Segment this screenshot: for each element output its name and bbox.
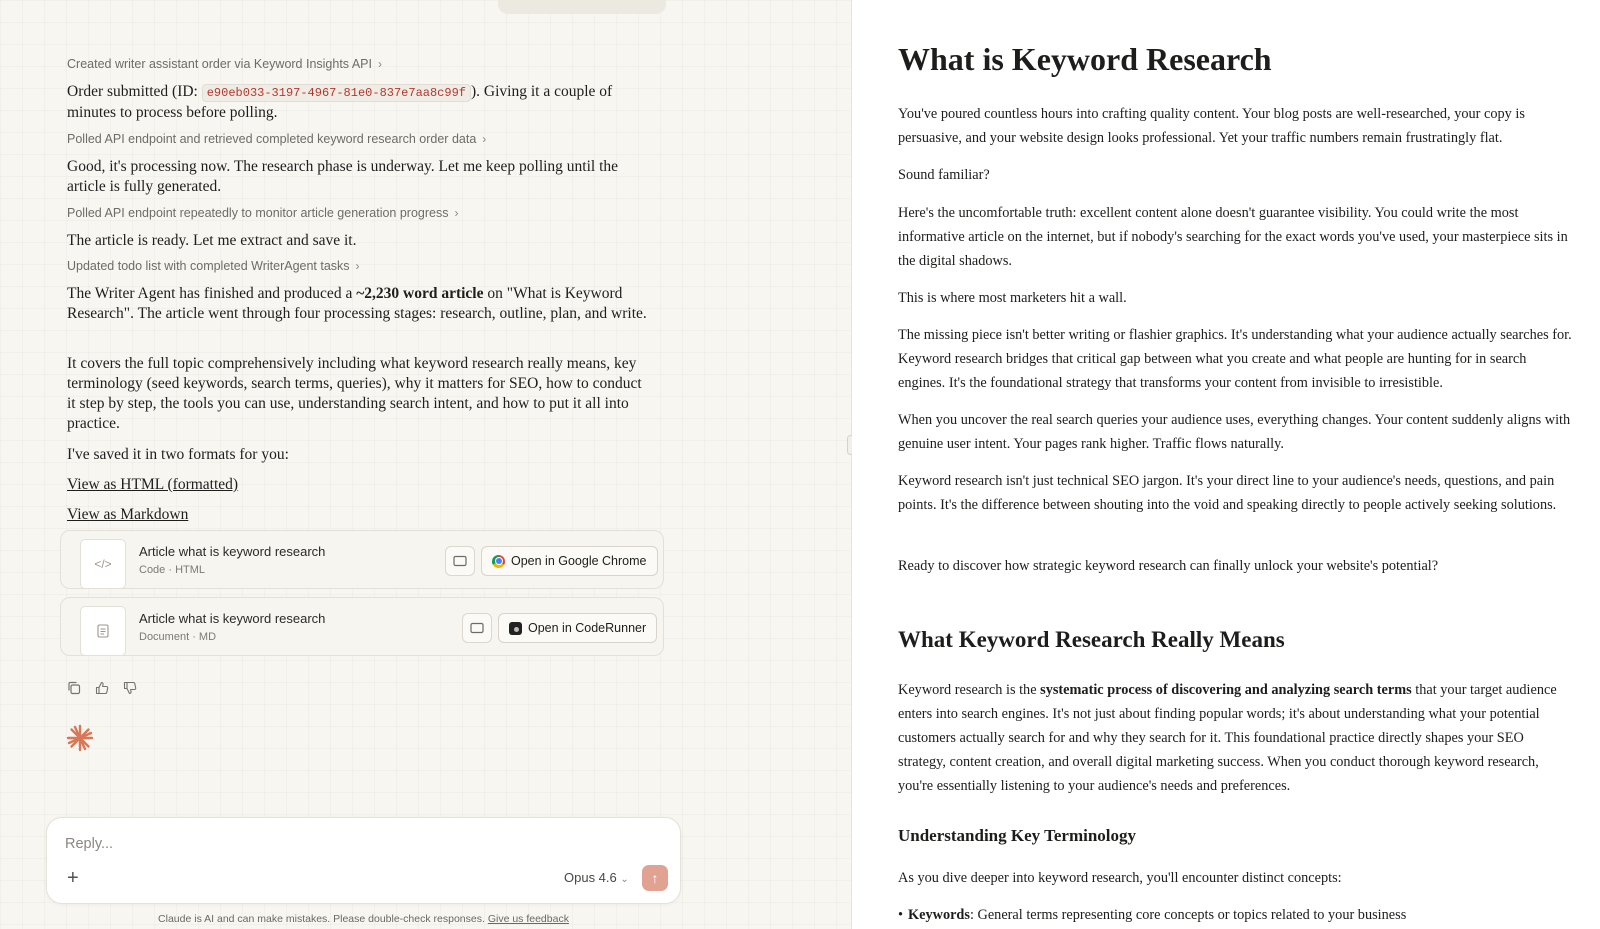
list-item <box>908 903 1568 927</box>
open-label: Open in Google Chrome <box>511 554 647 568</box>
code-icon: </> <box>80 539 126 589</box>
folder-icon[interactable] <box>462 613 492 643</box>
model-selector[interactable] <box>564 870 629 885</box>
coderunner-icon <box>509 622 522 635</box>
finished-suffix: on "What is Keyword Research". The article went through four processing stages: research, outline, plan, and write. <box>67 285 647 322</box>
disclaimer <box>0 913 727 925</box>
tool-step-create-order[interactable] <box>67 57 382 71</box>
reply-composer[interactable] <box>46 817 681 904</box>
user-message-bubble <box>498 0 666 14</box>
article-title: What is Keyword Research <box>898 41 1272 77</box>
section1-prefix: Keyword research is the <box>898 682 1041 698</box>
article-preview-pane <box>852 0 1600 929</box>
article-paragraph: Sound familiar? <box>898 167 990 183</box>
article-paragraph: This is where most marketers hit a wall. <box>898 290 1127 306</box>
bullet-term: Keywords <box>908 907 970 923</box>
tool-step-label: Polled API endpoint and retrieved completed keyword research order data <box>67 132 477 146</box>
tool-step-poll-order[interactable] <box>67 132 486 146</box>
article-paragraph: When you uncover the real search queries your audience uses, everything changes. Your content suddenly aligns with genuine user intent. Your pages rank higher. Traffic flows naturally. <box>898 412 1571 452</box>
attachment-meta: Document · MD <box>139 631 217 643</box>
view-html-link[interactable]: View as HTML (formatted) <box>67 476 239 493</box>
section1-bold: systematic process of discovering and analyzing search terms <box>1040 682 1412 698</box>
chevron-down-icon: ⌄ <box>620 874 629 885</box>
order-id-code: e90eb033-3197-4967-81e0-837e7aa8c99f <box>202 84 471 102</box>
open-in-chrome-button[interactable] <box>481 546 658 576</box>
tool-step-monitor[interactable] <box>67 206 458 220</box>
arrow-up-icon: ↑ <box>651 870 659 886</box>
section-heading: What Keyword Research Really Means <box>898 627 1285 652</box>
assistant-message-finished <box>67 284 647 324</box>
send-button[interactable] <box>642 865 668 891</box>
assistant-message-covers: It covers the full topic comprehensively including what keyword research really means, key terminology (seed keywords, search terms, queries), why it matters for SEO, how to conduct it step by step, the tools you can use, understanding search intent, and how to put it all into practice. <box>67 355 642 432</box>
attachment-meta: Code · HTML <box>139 564 206 576</box>
document-icon <box>80 606 126 656</box>
assistant-message-saved: I've saved it in two formats for you: <box>67 446 289 463</box>
message-actions <box>66 680 138 696</box>
word-count-bold: ~2,230 word article <box>356 285 484 302</box>
feedback-link[interactable]: Give us feedback <box>487 913 569 925</box>
tool-step-label: Created writer assistant order via Keyword Insights API <box>67 57 372 71</box>
tool-step-label: Updated todo list with completed WriterAgent tasks <box>67 259 350 273</box>
thumbs-down-icon[interactable] <box>122 680 138 696</box>
attachment-card-md[interactable] <box>60 597 664 656</box>
article-paragraph: Here's the uncomfortable truth: excellent content alone doesn't guarantee visibility. You could write the most informative article on the internet, but if nobody's searching for the exact words you've used, your masterpiece sits in the digital shadows. <box>898 205 1568 269</box>
article-paragraph: The missing piece isn't better writing or flashier graphics. It's understanding what your audience actually searches for. Keyword research bridges that critical gap between what you create and what people are hunting for in search engines. It's the foundational strategy that transforms your content from invisible to irresistible. <box>898 327 1572 391</box>
reply-input[interactable]: Reply... <box>65 836 114 852</box>
article-paragraph: Keyword research isn't just technical SEO jargon. It's your direct line to your audience's needs, questions, and pain points. It's the difference between shouting into the void and speaking directly to people actively seeking solutions. <box>898 473 1557 513</box>
article-paragraph <box>898 678 1574 798</box>
chevron-right-icon: › <box>482 132 487 146</box>
open-in-coderunner-button[interactable] <box>498 613 657 643</box>
view-markdown-link[interactable]: View as Markdown <box>67 506 189 523</box>
attachment-title: Article what is keyword research <box>139 611 326 626</box>
section1-suffix: that your target audience enters into search engines. It's not just about finding popular words; it's about understanding what your potential customers actually search for and why they search for it. This foundational practice directly shapes your SEO strategy, content creation, and overall digital marketing success. When you conduct thorough keyword research, you're essentially listening to your audience's needs and preferences. <box>898 682 1557 794</box>
assistant-message-processing: Good, it's processing now. The research phase is underway. Let me keep polling until the article is fully generated. <box>67 158 619 195</box>
model-name: Opus 4.6 <box>564 870 617 885</box>
folder-icon[interactable] <box>445 546 475 576</box>
disclaimer-text: Claude is AI and can make mistakes. Please double-check responses. <box>158 913 485 925</box>
order-prefix: Order submitted (ID: <box>67 83 202 100</box>
bullet-text: : General terms representing core concepts or topics related to your business <box>969 907 1407 923</box>
subsection-heading: Understanding Key Terminology <box>898 826 1137 845</box>
claude-spark-icon <box>66 724 94 752</box>
chevron-right-icon: › <box>454 206 459 220</box>
article-paragraph: You've poured countless hours into crafting quality content. Your blog posts are well-researched, your copy is persuasive, and your website design looks professional. Yet your traffic numbers remain frustratingly flat. <box>898 106 1525 146</box>
copy-icon[interactable] <box>66 680 82 696</box>
chevron-right-icon: › <box>355 259 360 273</box>
tool-step-todo[interactable] <box>67 259 360 273</box>
article-paragraph: As you dive deeper into keyword research, you'll encounter distinct concepts: <box>898 870 1342 886</box>
article-paragraph: Ready to discover how strategic keyword research can finally unlock your website's potential? <box>898 558 1439 574</box>
attachment-title: Article what is keyword research <box>139 544 326 559</box>
chevron-right-icon: › <box>378 57 382 71</box>
assistant-message-order <box>67 82 647 123</box>
plus-icon[interactable]: + <box>67 867 79 889</box>
assistant-message-ready: The article is ready. Let me extract and save it. <box>67 232 357 249</box>
finished-prefix: The Writer Agent has finished and produced a <box>67 285 357 302</box>
attachment-card-html[interactable] <box>60 530 664 589</box>
open-label: Open in CodeRunner <box>528 621 647 635</box>
thumbs-up-icon[interactable] <box>94 680 110 696</box>
tool-step-label: Polled API endpoint repeatedly to monitor article generation progress <box>67 206 449 220</box>
order-suffix: ). Giving it a couple of minutes to process before polling. <box>67 83 613 121</box>
chrome-icon <box>492 555 505 568</box>
